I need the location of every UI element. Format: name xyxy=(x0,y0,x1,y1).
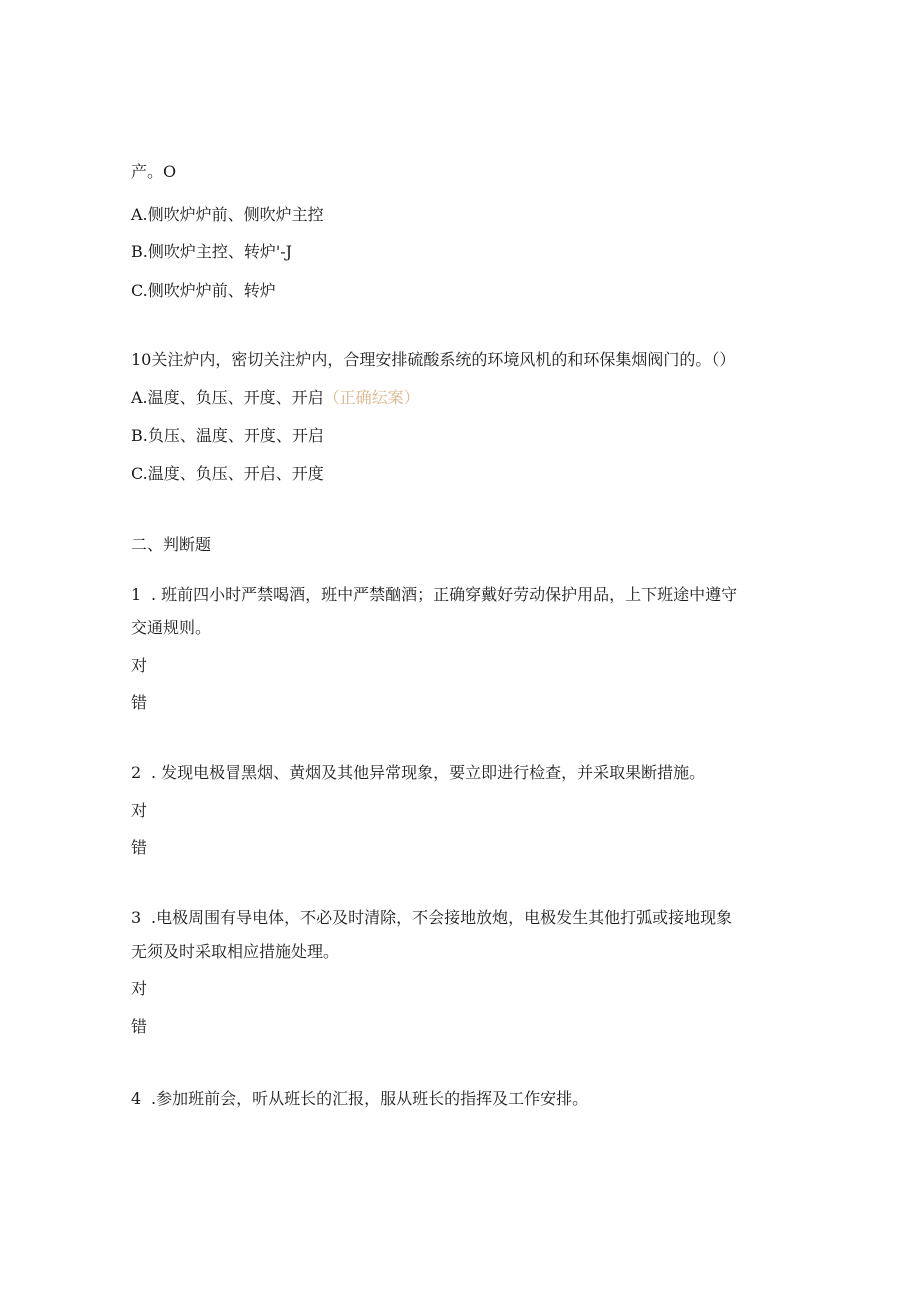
tf-question-3-text-cont: 无须及时采取相应措施处理。 xyxy=(131,942,340,961)
section-title: 二、判断题 xyxy=(131,535,212,554)
q10-option-a xyxy=(131,388,420,408)
tf-question-1-option-false[interactable]: 错 xyxy=(131,693,148,712)
tf-question-1-number: 1 xyxy=(131,585,142,604)
q10-stem: 10关注炉内，密切关注炉内，合理安排硫酸系统的环境风机的和环保集烟阀门的。（） xyxy=(131,350,736,369)
tf-question-3-text: .电极周围有导电体，不必及时清除，不会接地放炮，电极发生其他打弧或接地现象 xyxy=(151,908,733,927)
tf-question-4-text: .参加班前会，听从班长的汇报，服从班长的指挥及工作安排。 xyxy=(151,1089,589,1108)
tf-question-3-option-true[interactable]: 对 xyxy=(131,979,148,998)
prev-option-b: B.侧吹炉主控、转炉'-J xyxy=(131,242,293,261)
tf-question-2-text: . 发现电极冒黑烟、黄烟及其他异常现象，要立即进行检查，并采取果断措施。 xyxy=(151,763,706,782)
tf-question-3-option-false[interactable]: 错 xyxy=(131,1017,148,1036)
tf-question-2-option-true[interactable]: 对 xyxy=(131,801,148,820)
prev-option-c: C.侧吹炉炉前、转炉 xyxy=(131,281,276,300)
tf-question-1-option-true[interactable]: 对 xyxy=(131,656,148,675)
prev-question-tail: 产。O xyxy=(131,162,177,181)
tf-question-2-option-false[interactable]: 错 xyxy=(131,838,148,857)
correct-answer-tag: （正确纭案） xyxy=(323,388,420,407)
q10-option-c: C.温度、负压、开启、开度 xyxy=(131,464,324,483)
tf-question-1-text: . 班前四小时严禁喝酒，班中严禁酗酒；正确穿戴好劳动保护用品，上下班途中遵守 xyxy=(151,585,738,604)
tf-question-2 xyxy=(131,763,705,783)
tf-question-1 xyxy=(131,585,737,605)
tf-question-3 xyxy=(131,908,732,928)
tf-question-3-number: 3 xyxy=(131,908,142,927)
q10-option-a-text: A.温度、负压、开度、开启 xyxy=(131,388,324,407)
tf-question-4-number: 4 xyxy=(131,1089,142,1108)
tf-question-2-number: 2 xyxy=(131,763,142,782)
tf-question-4 xyxy=(131,1089,588,1109)
tf-question-1-text-cont: 交通规则。 xyxy=(131,618,212,637)
prev-option-a: A.侧吹炉炉前、侧吹炉主控 xyxy=(131,205,324,224)
q10-option-b: B.负压、温度、开度、开启 xyxy=(131,426,324,445)
